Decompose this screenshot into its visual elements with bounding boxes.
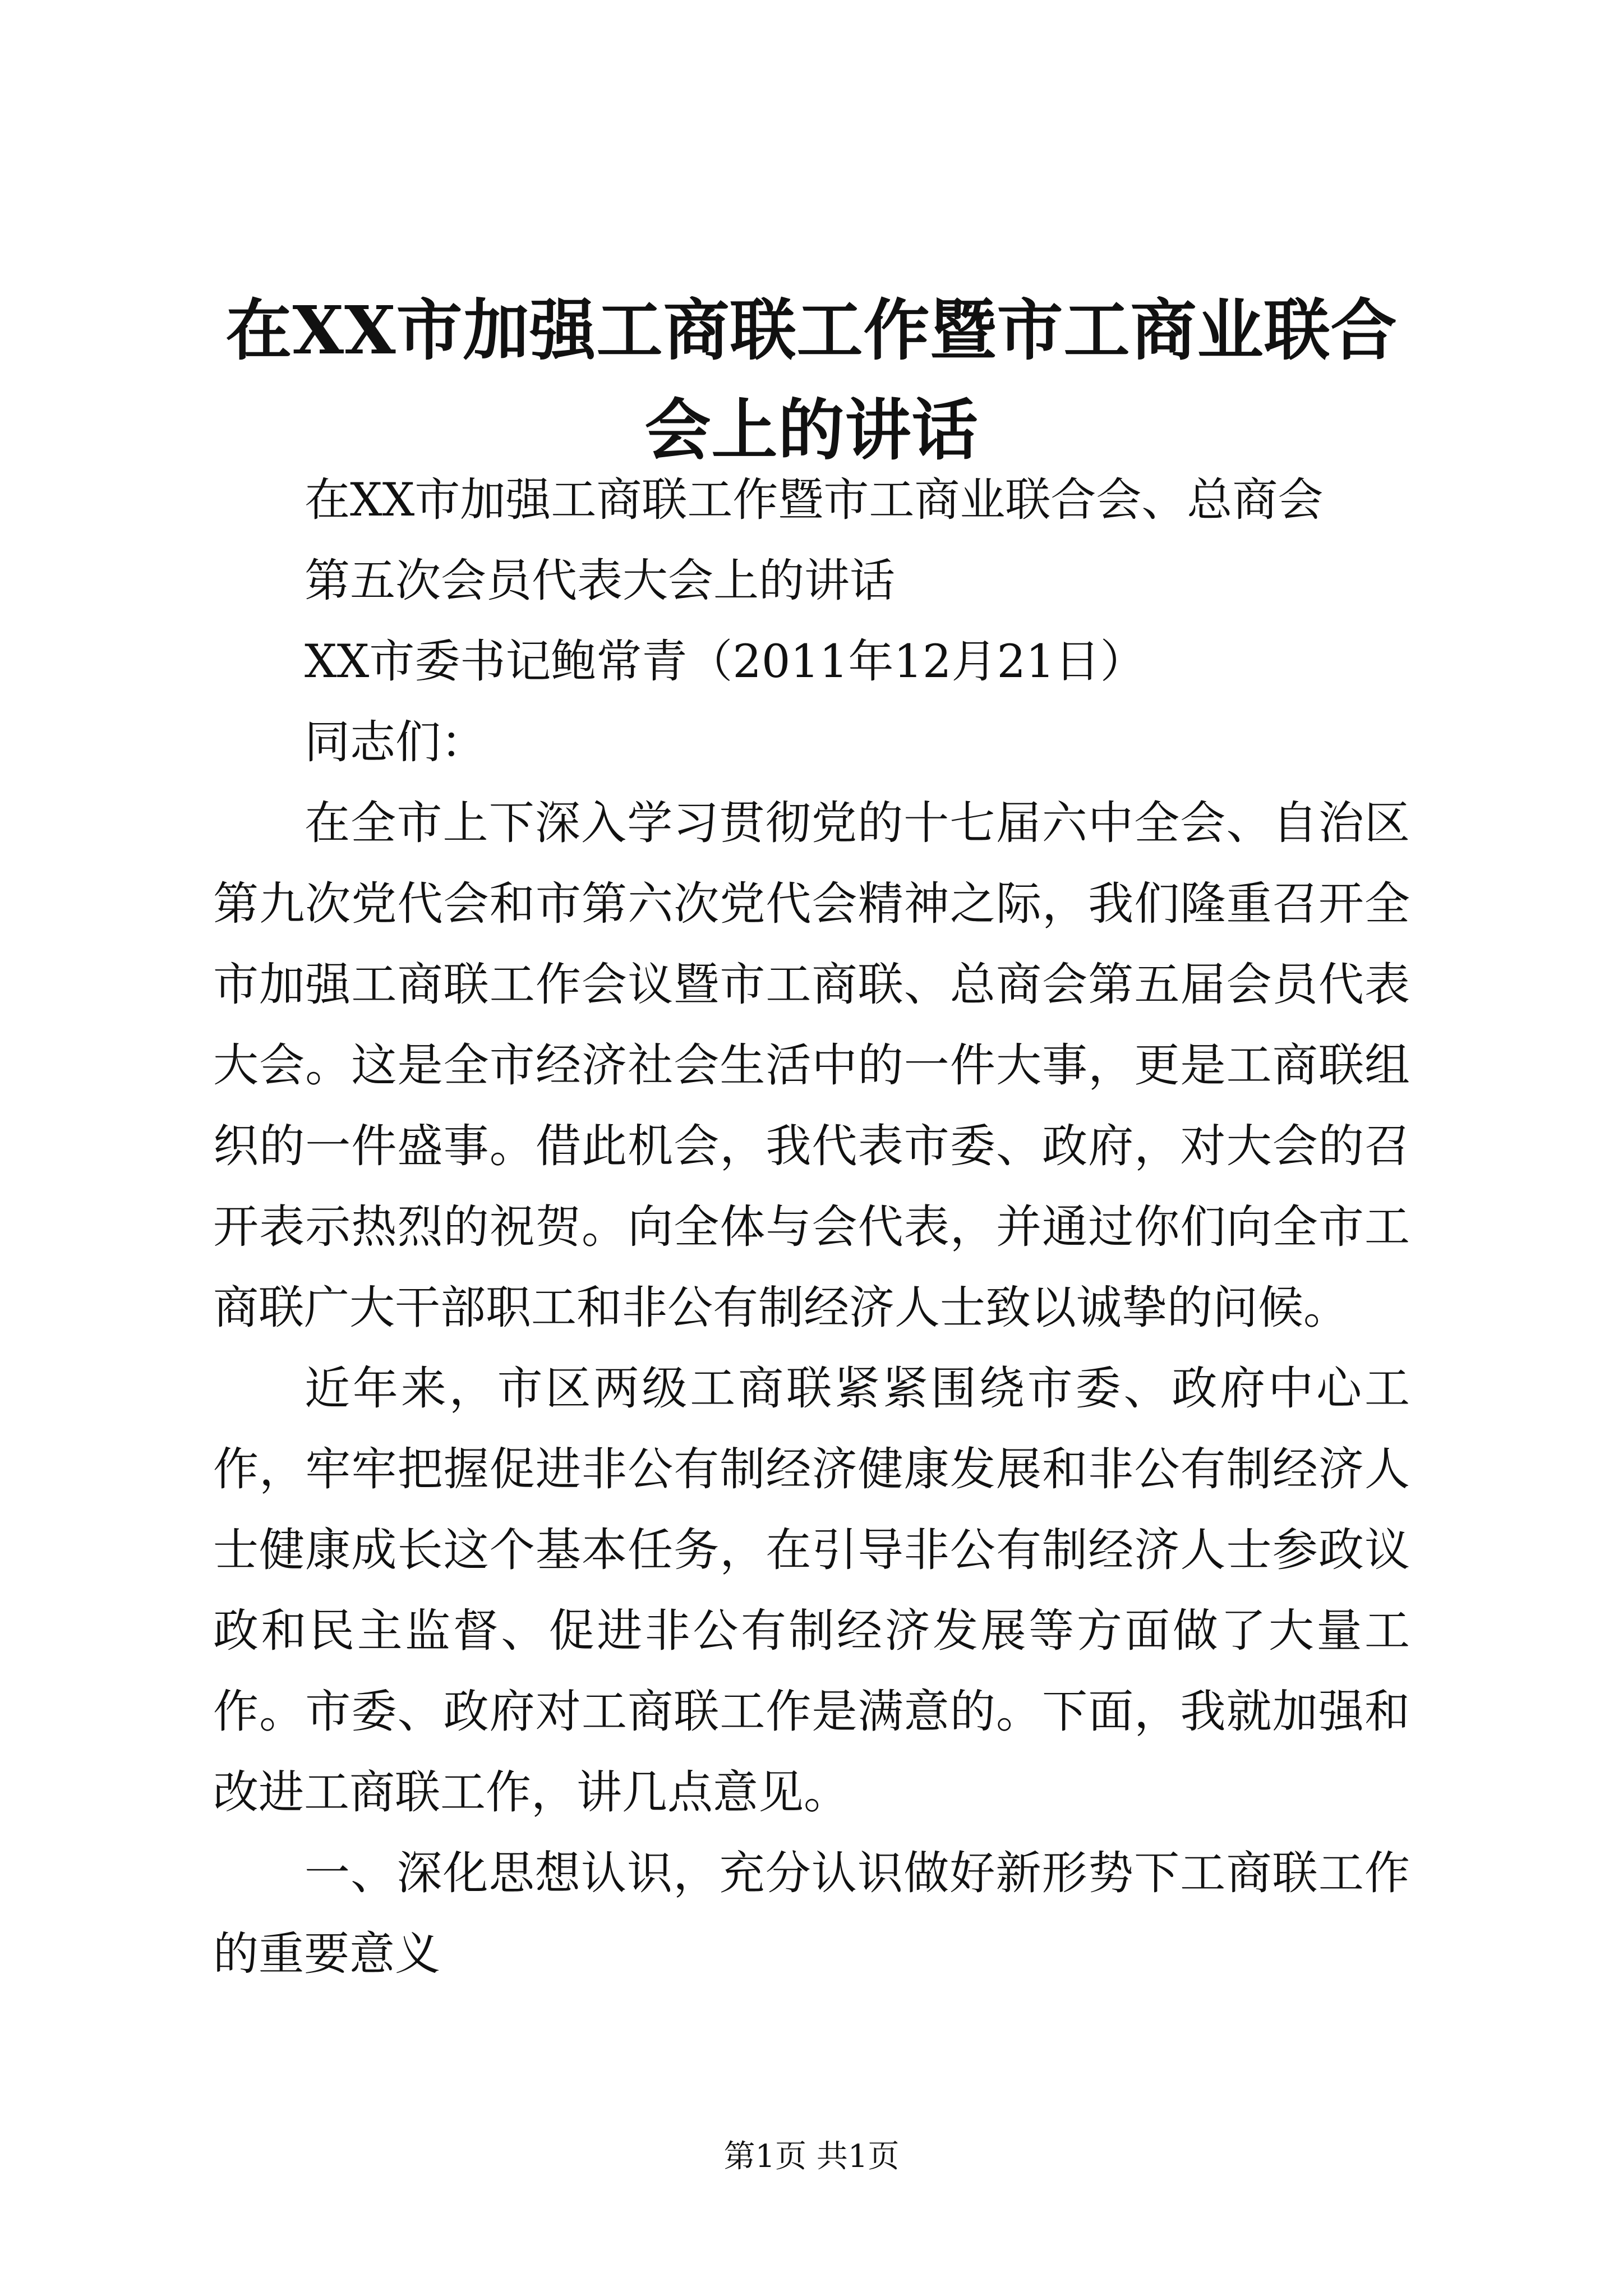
speaker-line: XX市委书记鲍常青（2011年12月21日） xyxy=(305,636,1146,688)
paragraph-review: 近年来，市区两级工商联紧紧围绕市委、政府中心工作，牢牢把握促进非公有制经济健康发展和非公有制经济人士健康成长这个基本任务，在引导非公有制经济人士参政议政和民主监督、促进非公有制经济发展等方面做了大量工作。市委、政府对工商联工作是满意的。下面，我就加强和改进工商联工作，讲几点意见。 xyxy=(213,1363,1410,1819)
page-footer: 第1页 共1页 xyxy=(723,2138,900,2175)
subtitle-line-2: 第五次会员代表大会上的讲话 xyxy=(305,555,896,608)
paragraph-opening: 在全市上下深入学习贯彻党的十七届六中全会、自治区第九次党代会和市第六次党代会精神之际，我们隆重召开全市加强工商联工作会议暨市工商联、总商会第五届会员代表大会。这是全市经济社会生活中的一件大事，更是工商联组织的一件盛事。借此机会，我代表市委、政府，对大会的召开表示热烈的祝贺。向全体与会代表，并通过你们向全市工商联广大干部职工和非公有制经济人士致以诚挚的问候。 xyxy=(213,797,1410,1335)
subtitle-line-1: 在XX市加强工商联工作暨市工商业联合会、总商会 xyxy=(305,474,1324,527)
document-title: 在XX市加强工商联工作暨市工商业联合会上的讲话 xyxy=(225,291,1398,469)
section-heading-1: 一、深化思想认识，充分认识做好新形势下工商联工作的重要意义 xyxy=(213,1847,1410,1981)
salutation: 同志们： xyxy=(305,716,487,769)
document-body xyxy=(213,460,1410,1995)
